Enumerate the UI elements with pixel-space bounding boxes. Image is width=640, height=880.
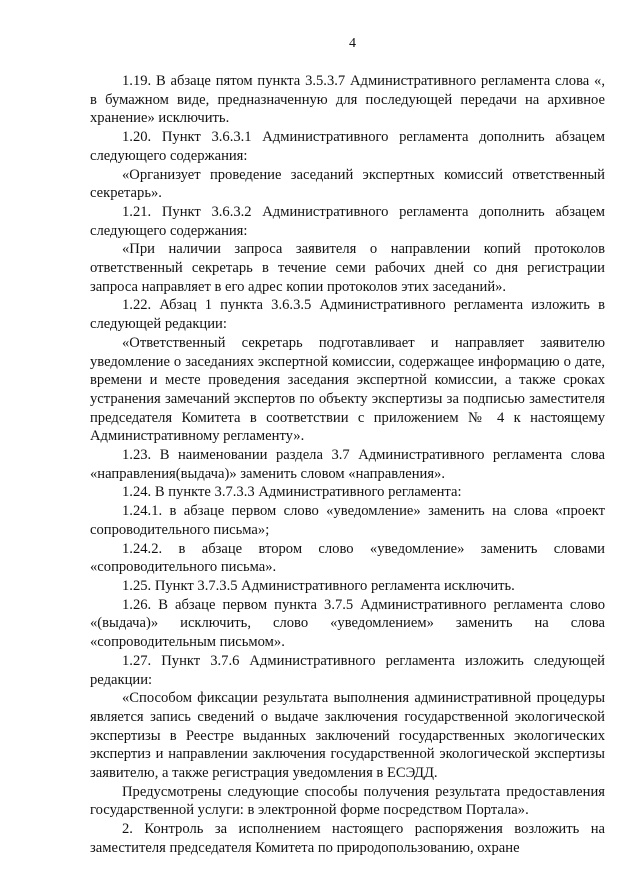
paragraph-1-19: 1.19. В абзаце пятом пункта 3.5.3.7 Административного регламента слова «, в бумажном виде, предназначенную для последующей передачи на архивное хранение» исключить. xyxy=(90,73,605,127)
paragraph-1-26: 1.26. В абзаце первом пункта 3.7.5 Административного регламента слово «(выдача)» исключить, слово «уведомлением» заменить на слова «сопроводительным письмом». xyxy=(90,596,605,651)
paragraph-1-21-quote: «При наличии запроса заявителя о направлении копий протоколов ответственный секретарь в течение семи рабочих дней со дня регистрации запроса направляет в его адрес копии протоколов этих заседаний». xyxy=(90,241,605,295)
paragraph-1-27-quote-2: Предусмотрены следующие способы получения результата предоставления государственной услуги: в электронной форме посредством Портала». xyxy=(90,783,605,819)
paragraph-1-24-2: 1.24.2. в абзаце втором слово «уведомление» заменить словами «сопроводительного письма». xyxy=(90,540,605,576)
paragraph-1-27-quote: «Способом фиксации результата выполнения административной процедуры является запись сведений о выдаче заключения государственной экологической экспертизы в Реестре выданных заключений государственных экологических экспертиз и направлении заключения государственной экологической экспертизы заявителю, а также регистрация уведомления в ЕСЭДД. xyxy=(90,690,605,782)
paragraph-1-24-1: 1.24.1. в абзаце первом слово «уведомление» заменить на слова «проект сопроводительного письма»; xyxy=(90,503,605,538)
paragraph-1-27: 1.27. Пункт 3.7.6 Административного регламента изложить следующей редакции: xyxy=(90,652,605,688)
paragraph-1-23: 1.23. В наименовании раздела 3.7 Административного регламента слова «направления(выдача)» заменить словом «направления». xyxy=(90,447,605,482)
page-number: 4 xyxy=(349,36,356,51)
paragraph-1-25: 1.25. Пункт 3.7.3.5 Административного регламента исключить. xyxy=(122,577,515,594)
paragraph-1-22-quote: «Ответственный секретарь подготавливает и направляет заявителю уведомление о заседаниях экспертной комиссии, содержащее информацию о дате, времени и месте проведения заседания экспертной комиссии, а также сроках устранения замечаний экспертов по объекту экспертизы за подписью заместителя председателя Комитета в соответствии с приложением № 4 к настоящему Административному регламенту». xyxy=(90,334,605,445)
paragraph-1-20-quote: «Организует проведение заседаний экспертных комиссий ответственный секретарь». xyxy=(90,166,605,202)
paragraph-1-20: 1.20. Пункт 3.6.3.1 Административного регламента дополнить абзацем следующего содержания: xyxy=(90,129,605,164)
paragraph-2: 2. Контроль за исполнением настоящего распоряжения возложить на заместителя председателя Комитета по природопользованию, охране xyxy=(90,821,605,856)
paragraph-1-21: 1.21. Пункт 3.6.3.2 Административного регламента дополнить абзацем следующего содержания: xyxy=(90,203,605,239)
paragraph-1-24: 1.24. В пункте 3.7.3.3 Административного регламента: xyxy=(122,484,462,501)
document-body xyxy=(90,72,605,858)
paragraph-1-22: 1.22. Абзац 1 пункта 3.6.3.5 Административного регламента изложить в следующей редакции: xyxy=(90,297,605,333)
